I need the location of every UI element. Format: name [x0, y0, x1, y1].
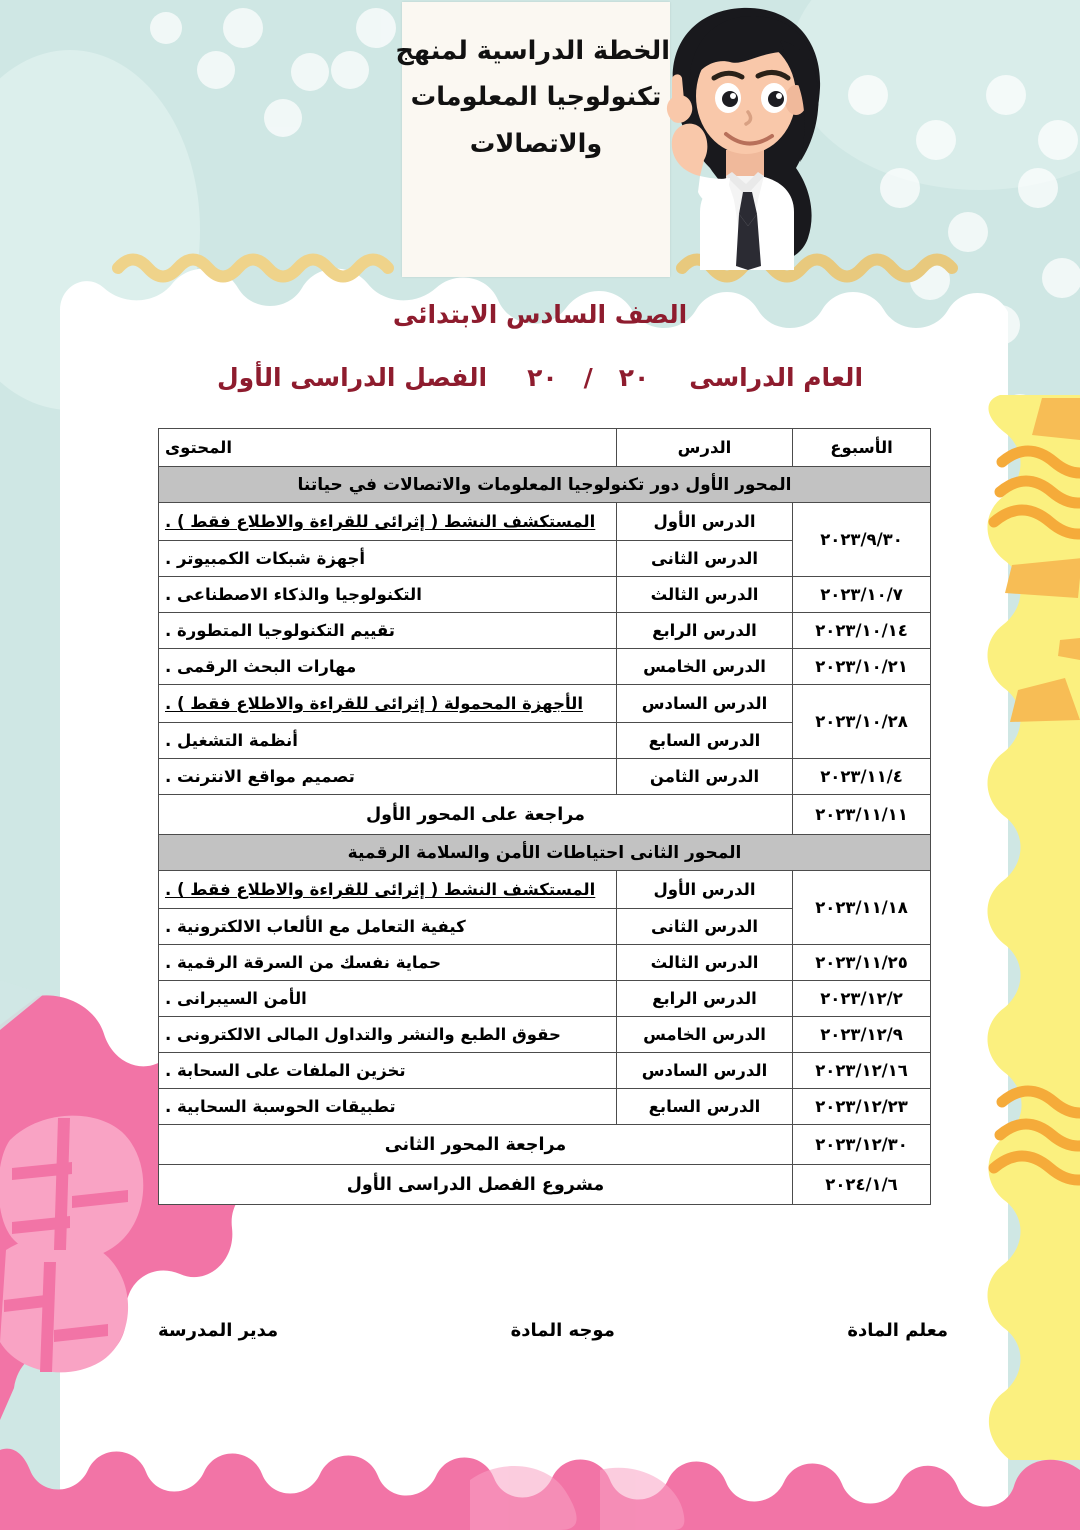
academic-year-line	[0, 363, 1080, 392]
cell-project-label: مشروع الفصل الدراسى الأول	[159, 1165, 793, 1205]
cell-week: ٢٠٢٣/٩/٣٠	[793, 503, 931, 577]
signature-teacher: معلم المادة	[847, 1320, 948, 1341]
cell-lesson: الدرس الأول	[617, 503, 793, 541]
cell-content: حماية نفسك من السرقة الرقمية .	[159, 945, 617, 981]
cell-week: ٢٠٢٣/١٠/١٤	[793, 613, 931, 649]
signature-principal: مدير المدرسة	[158, 1320, 279, 1341]
page-title	[395, 28, 670, 167]
grade-label: الصف السادس الابتدائى	[392, 300, 688, 329]
cell-content: تقييم التكنولوجيا المتطورة .	[159, 613, 617, 649]
table-row	[159, 981, 931, 1017]
cell-content	[159, 685, 617, 723]
cell-review-label: مراجعة المحور الثانى	[159, 1125, 793, 1165]
cell-lesson: الدرس الرابع	[617, 613, 793, 649]
cell-week: ٢٠٢٣/١٠/٢١	[793, 649, 931, 685]
study-plan-table	[158, 428, 931, 1205]
signature-row	[158, 1320, 948, 1341]
cell-content: حقوق الطبع والنشر والتداول المالى الالكترونى .	[159, 1017, 617, 1053]
column-header-lesson: الدرس	[617, 429, 793, 467]
cell-content: أجهزة شبكات الكمبيوتر .	[159, 541, 617, 577]
cell-week: ٢٠٢٣/١٢/١٦	[793, 1053, 931, 1089]
cell-week: ٢٠٢٣/١١/٤	[793, 759, 931, 795]
review-row	[159, 1125, 931, 1165]
table-row	[159, 685, 931, 723]
cell-lesson: الدرس الثالث	[617, 577, 793, 613]
review-row	[159, 795, 931, 835]
project-row	[159, 1165, 931, 1205]
cell-review-label: مراجعة على المحور الأول	[159, 795, 793, 835]
cell-lesson: الدرس الخامس	[617, 1017, 793, 1053]
cell-content: كيفية التعامل مع الألعاب الالكترونية .	[159, 909, 617, 945]
cell-week: ٢٠٢٣/١٢/٣٠	[793, 1125, 931, 1165]
cell-lesson: الدرس الأول	[617, 871, 793, 909]
page-title-line-3: والاتصالات	[469, 128, 603, 159]
cell-week: ٢٠٢٣/١٢/٢٣	[793, 1089, 931, 1125]
page-title-line-1: الخطة الدراسية لمنهج	[395, 36, 670, 66]
table-row	[159, 649, 931, 685]
cell-content: تطبيقات الحوسبة السحابية .	[159, 1089, 617, 1125]
term-label: الفصل الدراسى الأول	[216, 363, 488, 392]
section-title: المحور الأول دور تكنولوجيا المعلومات والاتصالات في حياتنا	[159, 467, 931, 503]
table-row	[159, 1017, 931, 1053]
section-header-row	[159, 835, 931, 871]
cell-week: ٢٠٢٣/١١/١٨	[793, 871, 931, 945]
cell-content: تصميم مواقع الانترنت .	[159, 759, 617, 795]
cell-content: مهارات البحث الرقمى .	[159, 649, 617, 685]
section-header-row	[159, 467, 931, 503]
cell-lesson: الدرس الثامن	[617, 759, 793, 795]
table-row	[159, 1089, 931, 1125]
academic-year-label: العام الدراسى	[689, 363, 864, 392]
table-row	[159, 577, 931, 613]
table-row	[159, 871, 931, 909]
table-row	[159, 945, 931, 981]
cell-lesson: الدرس السادس	[617, 1053, 793, 1089]
table-row	[159, 759, 931, 795]
cell-content	[159, 871, 617, 909]
cell-content: التكنولوجيا والذكاء الاصطناعى .	[159, 577, 617, 613]
table-row	[159, 503, 931, 541]
cell-week: ٢٠٢٣/١١/١١	[793, 795, 931, 835]
cell-lesson: الدرس الثانى	[617, 541, 793, 577]
cell-lesson: الدرس الخامس	[617, 649, 793, 685]
table-body	[159, 467, 931, 1205]
cell-content: أنظمة التشغيل .	[159, 723, 617, 759]
year-separator: /	[583, 363, 593, 392]
cell-lesson: الدرس السابع	[617, 1089, 793, 1125]
cell-lesson: الدرس السابع	[617, 723, 793, 759]
table-header-row	[159, 429, 931, 467]
page-title-line-2: تكنولوجيا المعلومات	[410, 82, 662, 113]
cell-lesson: الدرس السادس	[617, 685, 793, 723]
cell-lesson: الدرس الرابع	[617, 981, 793, 1017]
cell-week: ٢٠٢٤/١/٦	[793, 1165, 931, 1205]
table-row	[159, 613, 931, 649]
year-value-second: ٢٠	[527, 363, 558, 392]
table-head	[159, 429, 931, 467]
cell-week: ٢٠٢٣/١١/٢٥	[793, 945, 931, 981]
cell-content: الأمن السيبرانى .	[159, 981, 617, 1017]
column-header-week: الأسبوع	[793, 429, 931, 467]
enrichment-note: المستكشف النشط ( إثرائى للقراءة والاطلاع فقط ) .	[165, 880, 596, 899]
cell-content	[159, 503, 617, 541]
cell-week: ٢٠٢٣/١٢/٢	[793, 981, 931, 1017]
cell-week: ٢٠٢٣/١٠/٧	[793, 577, 931, 613]
cell-week: ٢٠٢٣/١٢/٩	[793, 1017, 931, 1053]
table-row	[159, 1053, 931, 1089]
enrichment-note: الأجهزة المحمولة ( إثرائى للقراءة والاطلاع فقط ) .	[165, 694, 584, 713]
cell-lesson: الدرس الثالث	[617, 945, 793, 981]
enrichment-note: المستكشف النشط ( إثرائى للقراءة والاطلاع فقط ) .	[165, 512, 596, 531]
cell-content: تخزين الملفات على السحابة .	[159, 1053, 617, 1089]
section-title: المحور الثانى احتياطات الأمن والسلامة الرقمية	[159, 835, 931, 871]
signature-supervisor: موجه المادة	[510, 1320, 615, 1341]
year-value-first: ٢٠	[618, 363, 650, 392]
cell-week: ٢٠٢٣/١٠/٢٨	[793, 685, 931, 759]
cell-lesson: الدرس الثانى	[617, 909, 793, 945]
column-header-content: المحتوى	[159, 429, 617, 467]
